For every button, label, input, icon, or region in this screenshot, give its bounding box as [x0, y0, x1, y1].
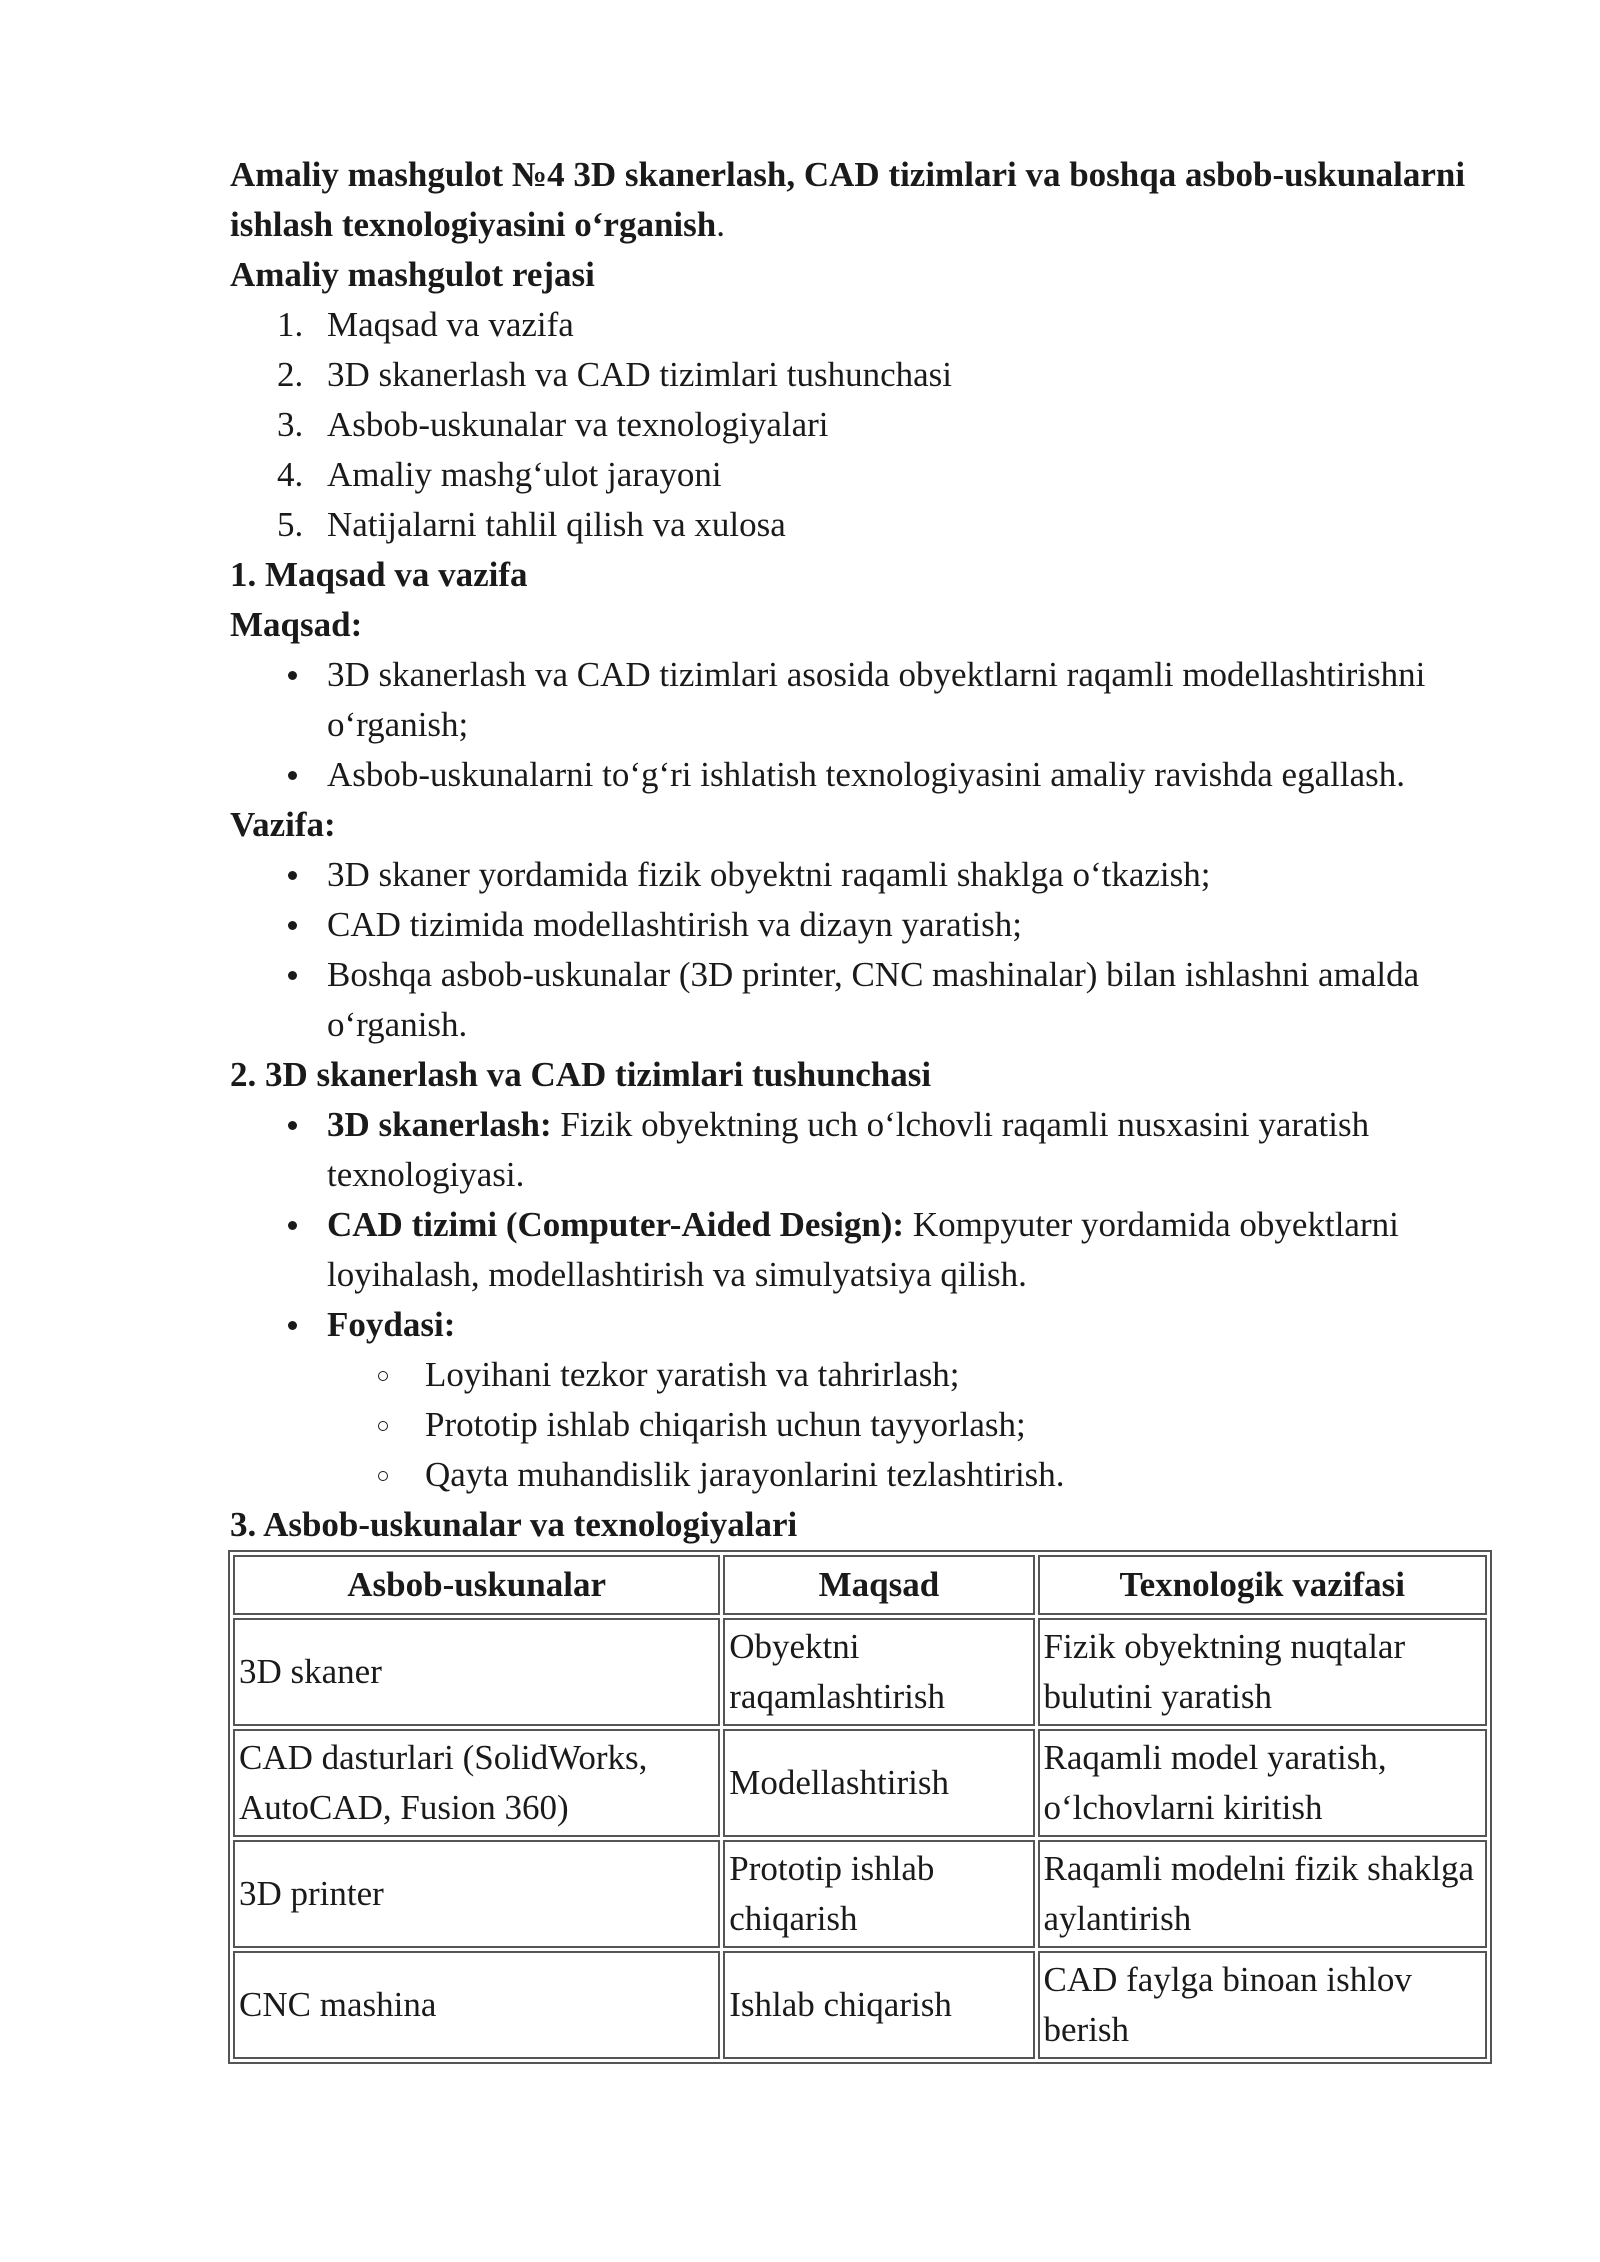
circle-bullet-icon: [378, 1371, 388, 1381]
benefits-list: [230, 1350, 1490, 1500]
benefit-item: [230, 1450, 1490, 1500]
maqsad-item: [230, 750, 1490, 800]
plan-item-number: 4.: [277, 455, 304, 494]
vazifa-item-text: Boshqa asbob-uskunalar (3D printer, CNC mashinalar) bilan ishlashni amalda o‘rganish.: [327, 955, 1420, 1044]
table-header-cell: Asbob-uskunalar: [233, 1555, 720, 1615]
plan-item: [230, 400, 1490, 450]
table-header-row: [233, 1555, 1487, 1615]
tools-table: [228, 1550, 1492, 2064]
concept-item: [230, 1200, 1490, 1300]
vazifa-item-text: CAD tizimida modellashtirish va dizayn yaratish;: [327, 905, 1022, 944]
concept-item: [230, 1300, 1490, 1350]
bullet-icon: [288, 921, 297, 930]
table-cell: Modellashtirish: [723, 1729, 1034, 1837]
benefit-text: Qayta muhandislik jarayonlarini tezlashtirish.: [425, 1455, 1065, 1494]
bullet-icon: [288, 1221, 297, 1230]
plan-item: [230, 450, 1490, 500]
maqsad-item-text: 3D skanerlash va CAD tizimlari asosida obyektlarni raqamli modellashtirishni o‘rganish;: [327, 655, 1426, 744]
concept-term: Foydasi:: [327, 1305, 456, 1344]
plan-item-number: 5.: [277, 505, 304, 544]
table-row: [233, 1840, 1487, 1948]
table-row: [233, 1951, 1487, 2059]
section1-heading: 1. Maqsad va vazifa: [230, 555, 528, 594]
vazifa-list: [230, 850, 1490, 1050]
document-title-tail: .: [716, 205, 725, 244]
plan-item-text: Asbob-uskunalar va texnologiyalari: [327, 405, 829, 444]
plan-item: [230, 500, 1490, 550]
vazifa-item-text: 3D skaner yordamida fizik obyektni raqamli shaklga o‘tkazish;: [327, 855, 1211, 894]
plan-item-text: Natijalarni tahlil qilish va xulosa: [327, 505, 786, 544]
vazifa-label: Vazifa:: [230, 805, 336, 844]
table-cell: Ishlab chiqarish: [723, 1951, 1034, 2059]
table-cell: Raqamli model yaratish, o‘lchovlarni kiritish: [1038, 1729, 1488, 1837]
plan-item: [230, 300, 1490, 350]
table-cell: 3D printer: [233, 1840, 720, 1948]
concept-term: 3D skanerlash:: [327, 1105, 552, 1144]
document-title-bold: Amaliy mashgulot №4 3D skanerlash, CAD tizimlari va boshqa asbob-uskunalarni ishlash texnologiyasini o‘rganish: [230, 155, 1466, 244]
section2-heading: 2. 3D skanerlash va CAD tizimlari tushunchasi: [230, 1055, 932, 1094]
maqsad-label: Maqsad:: [230, 605, 363, 644]
plan-item-text: Maqsad va vazifa: [327, 305, 574, 344]
table-cell: CNC mashina: [233, 1951, 720, 2059]
table-cell: 3D skaner: [233, 1618, 720, 1726]
plan-heading: Amaliy mashgulot rejasi: [230, 255, 595, 294]
circle-bullet-icon: [378, 1471, 388, 1481]
concept-term: CAD tizimi (Computer-Aided Design):: [327, 1205, 905, 1244]
plan-item: [230, 350, 1490, 400]
benefit-text: Loyihani tezkor yaratish va tahrirlash;: [425, 1355, 960, 1394]
benefit-item: [230, 1350, 1490, 1400]
plan-item-number: 2.: [277, 355, 304, 394]
vazifa-item: [230, 900, 1490, 950]
plan-item-text: 3D skanerlash va CAD tizimlari tushunchasi: [327, 355, 953, 394]
concept-item: [230, 1100, 1490, 1200]
table-cell: Prototip ishlab chiqarish: [723, 1840, 1034, 1948]
concepts-list: [230, 1100, 1490, 1350]
benefit-item: [230, 1400, 1490, 1450]
table-header-cell: Texnologik vazifasi: [1038, 1555, 1488, 1615]
table-cell: CAD faylga binoan ishlov berish: [1038, 1951, 1488, 2059]
maqsad-list: [230, 650, 1490, 800]
table-cell: Obyektni raqamlashtirish: [723, 1618, 1034, 1726]
bullet-icon: [288, 771, 297, 780]
table-header-cell: Maqsad: [723, 1555, 1034, 1615]
concept-text: Fizik obyektning uch o‘lchovli raqamli nusxasini yaratish texnologiyasi.: [327, 1105, 1370, 1194]
bullet-icon: [288, 971, 297, 980]
bullet-icon: [288, 1121, 297, 1130]
table-cell: Fizik obyektning nuqtalar bulutini yaratish: [1038, 1618, 1488, 1726]
benefit-text: Prototip ishlab chiqarish uchun tayyorlash;: [425, 1405, 1026, 1444]
plan-item-number: 3.: [277, 405, 304, 444]
vazifa-item: [230, 850, 1490, 900]
section3-heading: 3. Asbob-uskunalar va texnologiyalari: [230, 1505, 798, 1544]
circle-bullet-icon: [378, 1421, 388, 1431]
table-row: [233, 1618, 1487, 1726]
document-page: [230, 150, 1490, 2064]
table-cell: Raqamli modelni fizik shaklga aylantirish: [1038, 1840, 1488, 1948]
bullet-icon: [288, 871, 297, 880]
plan-list: [230, 300, 1490, 550]
concept-text: Kompyuter yordamida obyektlarni loyihalash, modellashtirish va simulyatsiya qilish.: [327, 1205, 1399, 1294]
document-title: [230, 150, 1490, 250]
bullet-icon: [288, 1321, 297, 1330]
bullet-icon: [288, 671, 297, 680]
plan-item-text: Amaliy mashg‘ulot jarayoni: [327, 455, 722, 494]
vazifa-item: [230, 950, 1490, 1050]
maqsad-item: [230, 650, 1490, 750]
plan-item-number: 1.: [277, 305, 304, 344]
maqsad-item-text: Asbob-uskunalarni to‘g‘ri ishlatish texnologiyasini amaliy ravishda egallash.: [327, 755, 1405, 794]
table-row: [233, 1729, 1487, 1837]
table-cell: CAD dasturlari (SolidWorks, AutoCAD, Fusion 360): [233, 1729, 720, 1837]
